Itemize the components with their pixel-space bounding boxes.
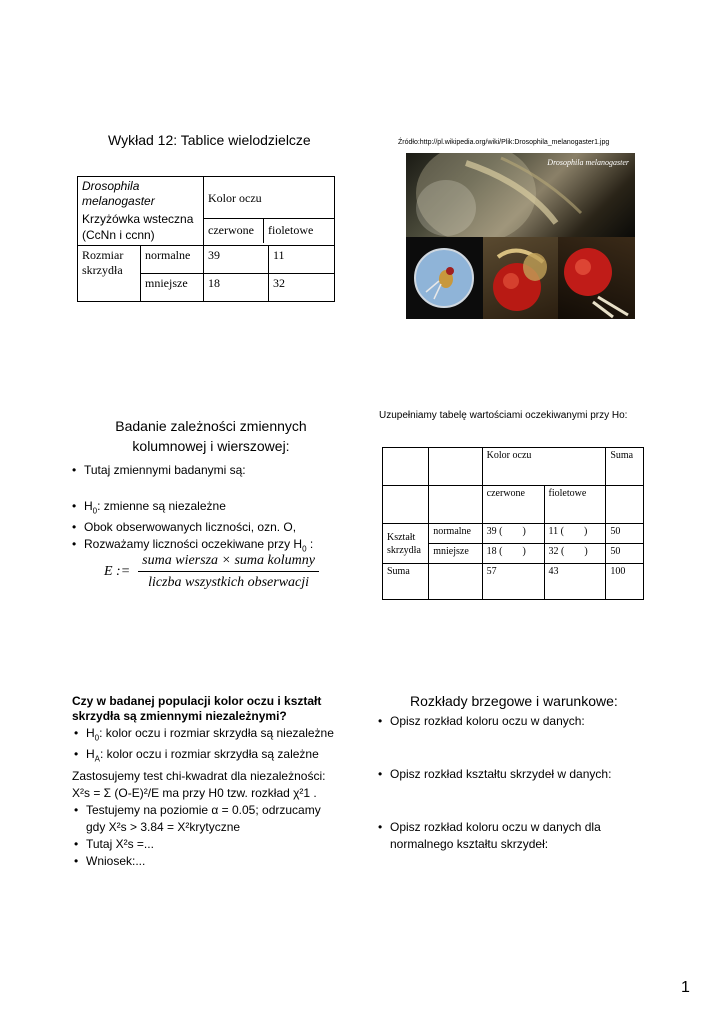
cell-smaller-purple: 32 bbox=[269, 274, 335, 302]
lens-fly-illustration bbox=[406, 237, 483, 319]
fly-photo-head-front bbox=[483, 237, 558, 319]
sum-row-label: Suma bbox=[383, 564, 429, 600]
photo-caption: Drosophila melanogaster bbox=[547, 158, 629, 167]
sum-normal: 50 bbox=[606, 524, 644, 544]
formula-numerator: suma wiersza × suma kolumny bbox=[138, 553, 319, 572]
formula-denominator: liczba wszystkich obserwacji bbox=[148, 575, 310, 590]
formula-fraction bbox=[138, 553, 319, 591]
slide5-question: Czy w badanej populacji kolor oczu i kształt skrzydła są zmiennymi niezależnymi? bbox=[72, 694, 322, 723]
hypotheses-list bbox=[72, 725, 362, 768]
bullet-h0 bbox=[70, 498, 360, 519]
marginal-wing-shape: • Opisz rozkład kształtu skrzydeł w danych: bbox=[376, 766, 646, 783]
empty-cell bbox=[383, 448, 429, 486]
cross-description: Krzyżówka wsteczna (CcNn i ccnn) bbox=[82, 212, 194, 242]
fly-photo-main bbox=[406, 153, 635, 237]
wing-size-header: Rozmiar skrzydła bbox=[78, 246, 141, 302]
bullet-variables: • Tutaj zmiennymi badanymi są: bbox=[70, 462, 360, 479]
eye-color-red: czerwone bbox=[482, 486, 544, 524]
marginal-eye-color: • Opisz rozkład koloru oczu w danych: bbox=[376, 713, 646, 730]
test-list bbox=[72, 802, 362, 870]
expected-colon: : bbox=[306, 537, 314, 552]
cell-smaller-red: 18 bbox=[204, 274, 269, 302]
conclusion: • Wniosek:... bbox=[72, 853, 362, 870]
test-level bbox=[72, 802, 362, 836]
slide3-bullets bbox=[70, 462, 360, 558]
fly-photo-head-side bbox=[558, 237, 635, 319]
chi-formula: X²s = Σ (O-E)²/E ma przy H0 tzw. rozkład χ²1 . bbox=[72, 785, 317, 800]
h0-label: H bbox=[84, 499, 93, 513]
formula-lhs: E := bbox=[104, 564, 131, 579]
side-head-illustration bbox=[558, 237, 635, 319]
wing-shape-header: Kształt skrzydła bbox=[383, 524, 429, 564]
fly-photo-lens bbox=[406, 237, 483, 319]
row-label-smaller: mniejsze bbox=[141, 274, 204, 302]
slide1-species-cell bbox=[78, 177, 204, 246]
slide3-title-line2: kolumnowej i wierszowej: bbox=[132, 438, 290, 454]
slide1-eye-header-cell bbox=[204, 177, 335, 246]
empty-cell bbox=[429, 448, 482, 486]
ha-subscript: A bbox=[94, 754, 101, 764]
h0-subscript: 0 bbox=[94, 733, 100, 743]
slide1-title: Wykład 12: Tablice wielodzielcze bbox=[108, 132, 311, 148]
expected-formula bbox=[104, 553, 319, 591]
bullet-observed: • Obok obserwowanych liczności, ozn. O, bbox=[70, 519, 360, 536]
ha-text: : kolor oczu i rozmiar skrzydła są zależne bbox=[100, 747, 319, 762]
chi-intro: Zastosujemy test chi-kwadrat dla niezależności: bbox=[72, 768, 326, 783]
slide6-title: Rozkłady brzegowe i warunkowe: bbox=[410, 693, 618, 709]
hypothesis-h0 bbox=[72, 725, 362, 746]
slide1-table bbox=[77, 176, 335, 302]
cell-normal-red: 39 ( ) bbox=[482, 524, 544, 544]
head-illustration bbox=[483, 237, 558, 319]
row-label-smaller: mniejsze bbox=[429, 544, 482, 564]
sum-smaller: 50 bbox=[606, 544, 644, 564]
cell-smaller-purple: 32 ( ) bbox=[544, 544, 606, 564]
empty-cell bbox=[429, 486, 482, 524]
eye-color-red: czerwone bbox=[204, 219, 264, 243]
cell-normal-purple: 11 ( ) bbox=[544, 524, 606, 544]
hypothesis-ha bbox=[72, 746, 362, 767]
slide4-intro: Uzupełniamy tabelę wartościami oczekiwanymi przy Ho: bbox=[379, 410, 628, 421]
expected-text: Rozważamy liczności oczekiwane przy H bbox=[84, 537, 303, 552]
test-line2: gdy X²s > 3.84 = X²krytyczne bbox=[86, 819, 241, 834]
expected-table bbox=[382, 447, 644, 600]
slide3-title bbox=[102, 416, 320, 456]
row-label-normal: normalne bbox=[429, 524, 482, 544]
cell-normal-purple: 11 bbox=[269, 246, 335, 274]
slide6-bullets bbox=[376, 713, 646, 853]
empty-cell bbox=[429, 564, 482, 600]
sum-header: Suma bbox=[606, 448, 644, 486]
empty-cell bbox=[606, 486, 644, 524]
cell-smaller-red: 18 ( ) bbox=[482, 544, 544, 564]
eye-color-purple: fioletowe bbox=[544, 486, 606, 524]
species-name: Drosophila melanogaster bbox=[82, 179, 155, 208]
here-value: • Tutaj X²s =... bbox=[72, 836, 362, 853]
expected-subscript: 0 bbox=[302, 544, 307, 554]
ha-label: H bbox=[86, 747, 95, 762]
page-number: 1 bbox=[681, 979, 690, 996]
slide3-title-line1: Badanie zależności zmiennych bbox=[115, 418, 307, 434]
h0-text: : zmienne są niezależne bbox=[97, 499, 226, 513]
h0-subscript: 0 bbox=[92, 506, 98, 516]
eye-color-purple: fioletowe bbox=[268, 223, 314, 237]
image-source: Źródło:http://pl.wikipedia.org/wiki/Plik:Drosophila_melanogaster1.jpg bbox=[398, 139, 610, 146]
eye-color-header: Kolor oczu bbox=[204, 177, 334, 219]
eye-color-header: Kolor oczu bbox=[482, 448, 606, 486]
conditional-eye-color: • Opisz rozkład koloru oczu w danych dla normalnego kształtu skrzydeł: bbox=[376, 819, 646, 853]
cell-normal-red: 39 bbox=[204, 246, 269, 274]
sum-red: 57 bbox=[482, 564, 544, 600]
sum-total: 100 bbox=[606, 564, 644, 600]
h0-text: : kolor oczu i rozmiar skrzydła są niezależne bbox=[99, 726, 334, 740]
test-line1: • Testujemy na poziomie α = 0.05; odrzucamy bbox=[86, 802, 321, 817]
empty-cell bbox=[383, 486, 429, 524]
slide5-content bbox=[72, 725, 362, 870]
h0-label: H bbox=[86, 726, 95, 740]
sum-purple: 43 bbox=[544, 564, 606, 600]
row-label-normal: normalne bbox=[141, 246, 204, 274]
